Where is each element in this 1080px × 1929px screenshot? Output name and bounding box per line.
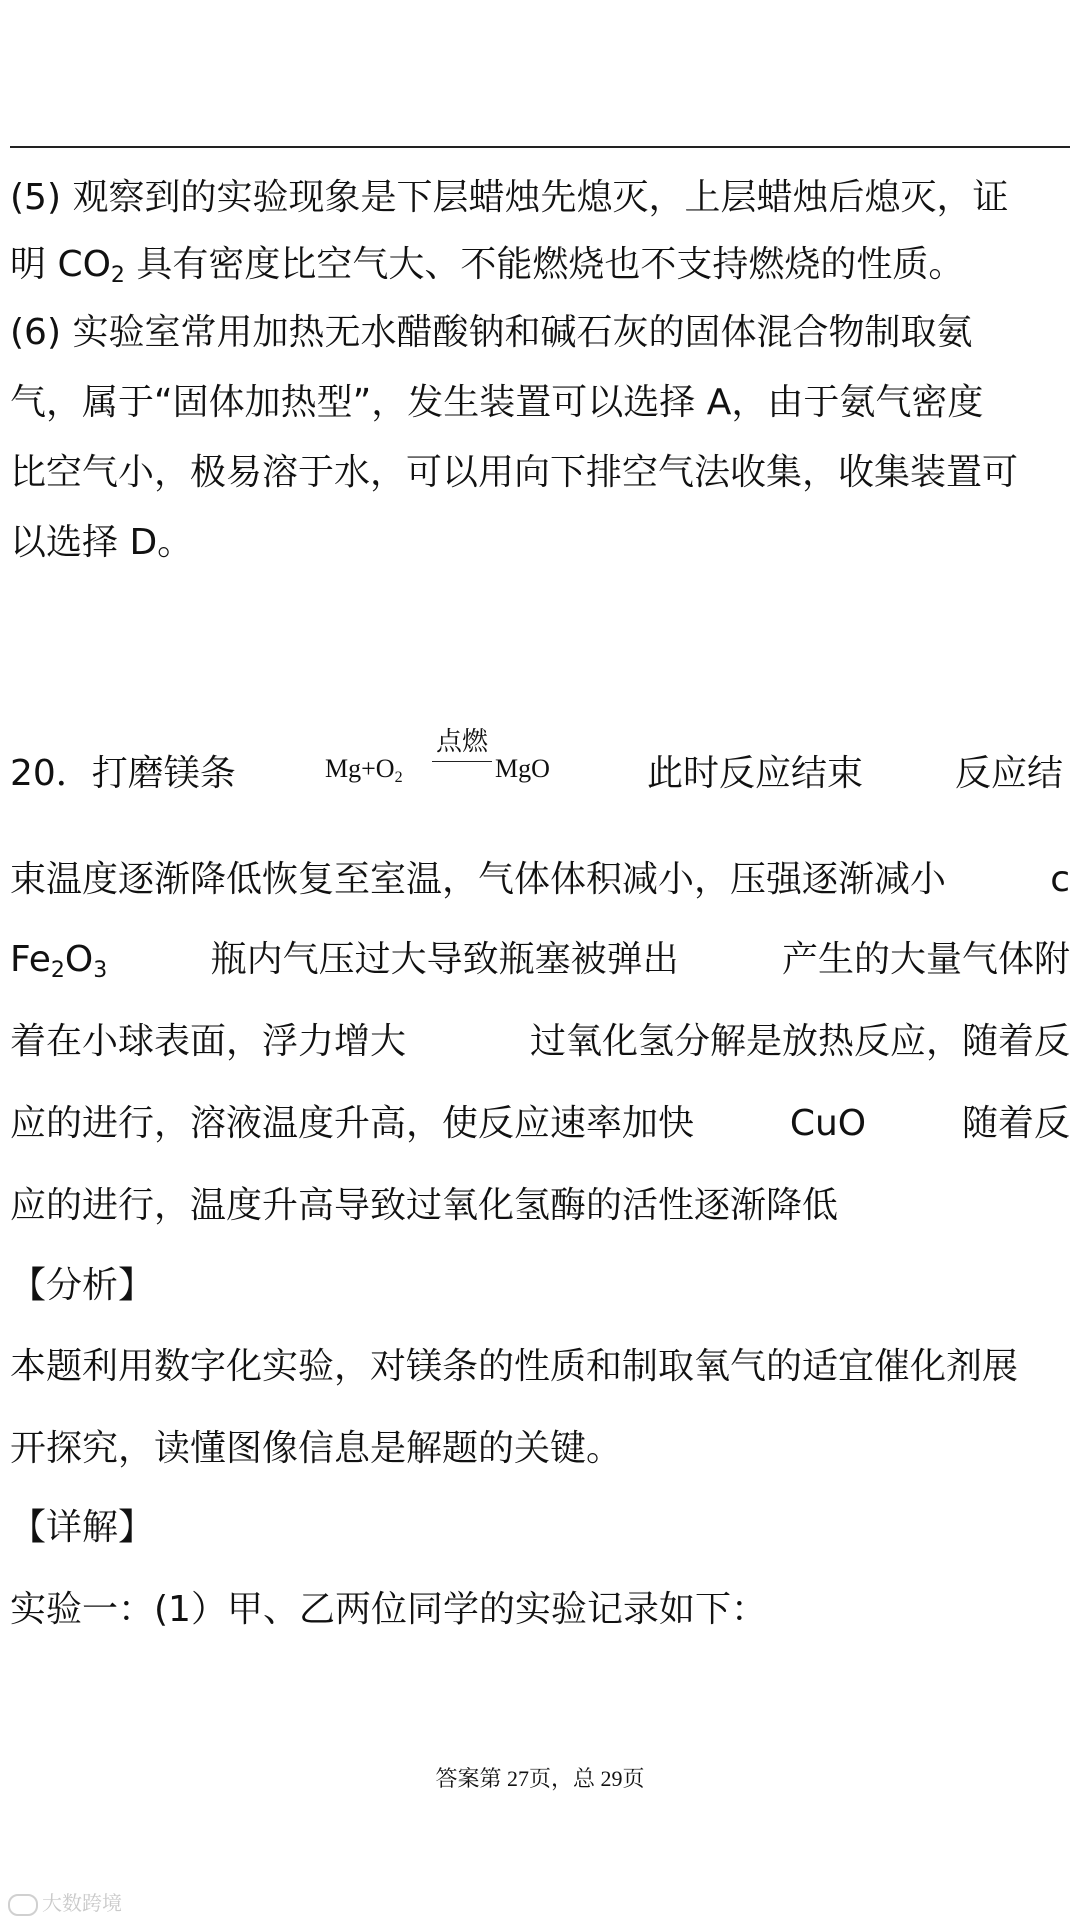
q20-line-2 (10, 858, 1070, 902)
q20-line-6: 应的进行，温度升高导致过氧化氢酶的活性逐渐降低 (10, 1185, 839, 1226)
logo-icon (8, 1894, 38, 1916)
page-footer: 答案第 27页，总 29页 (435, 1766, 645, 1791)
q20-line-2-text: 束温度逐渐降低恢复至室温，气体体积减小，压强逐渐减小 (10, 859, 947, 900)
analysis-line-1: 本题利用数字化实验，对镁条的性质和制取氧气的适宜催化剂展 (10, 1346, 1019, 1387)
analysis-heading: 【分析】 (10, 1265, 155, 1306)
q20-line-5 (10, 1102, 1070, 1146)
p5-line-2b: 具有密度比空气大、不能燃烧也不支持燃烧的性质。 (124, 244, 965, 285)
q20-line-5a: 应的进行，溶液温度升高，使反应速率加快 (10, 1103, 695, 1144)
equation-condition: 点燃 (435, 727, 488, 756)
o2-subscript: 2 (394, 769, 403, 786)
chemical-equation (325, 728, 565, 788)
fe-subscript: 2 (50, 958, 65, 983)
header-rule (10, 146, 1070, 148)
o-subscript: 3 (93, 958, 108, 983)
p6-line-2: 气，属于“固体加热型”，发生装置可以选择 A，由于氨气密度 (10, 382, 984, 423)
q20-line-4b: 过氧化氢分解是放热反应，随着反 (529, 1021, 1070, 1062)
p6-line-4: 以选择 D。 (10, 522, 194, 563)
q20-line-4 (10, 1020, 1070, 1064)
q20-line-4a: 着在小球表面，浮力增大 (10, 1021, 407, 1062)
p5-line-2 (10, 243, 1070, 287)
p6-line-3: 比空气小，极易溶于水，可以用向下排空气法收集，收集装置可 (10, 452, 1019, 493)
p5-line-2a: 明 CO (10, 244, 111, 285)
equation-arrow-line (432, 761, 492, 762)
q20-line-3-end: 产生的大量气体附 (781, 939, 1070, 980)
q20-line-3-mid: 瓶内气压过大导致瓶塞被弹出 (210, 939, 679, 980)
co2-subscript: 2 (110, 263, 125, 288)
q20-answer-cuo: CuO (789, 1103, 867, 1144)
detail-heading: 【详解】 (10, 1507, 155, 1548)
p5-line-1: (5) 观察到的实验现象是下层蜡烛先熄灭，上层蜡烛后熄灭，证 (10, 177, 1009, 218)
equation-reactants-text: Mg+O (325, 754, 395, 783)
q20-line-3 (10, 938, 1070, 982)
watermark-text: 大数跨境 (42, 1891, 122, 1915)
analysis-line-2: 开探究，读懂图像信息是解题的关键。 (10, 1428, 623, 1469)
q20-line-5c: 随着反 (961, 1103, 1070, 1144)
o-text: O (64, 939, 94, 980)
q20-answer-c: c (1050, 859, 1070, 900)
q20-lead: 20．打磨镁条 (10, 753, 236, 794)
q20-answer-1: 此时反应结束 (647, 753, 864, 794)
fe2o3-formula (10, 938, 107, 982)
equation-product: MgO (495, 754, 550, 783)
fe-text: Fe (10, 939, 51, 980)
equation-reactants (325, 754, 403, 784)
p6-line-1: (6) 实验室常用加热无水醋酸钠和碱石灰的固体混合物制取氨 (10, 312, 973, 353)
q20-answer-2-start: 反应结 (955, 753, 1064, 794)
detail-line-1: 实验一：(1）甲、乙两位同学的实验记录如下： (10, 1589, 767, 1630)
watermark (8, 1890, 122, 1916)
